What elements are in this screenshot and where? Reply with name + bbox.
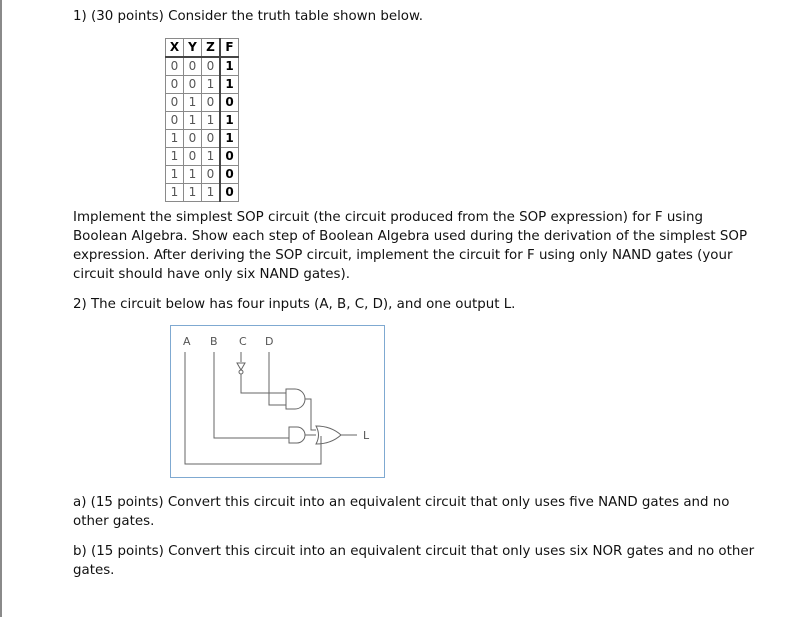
cell-f: 1 [220, 57, 239, 76]
cell-z: 1 [202, 112, 221, 130]
wire-d [269, 352, 286, 405]
cell-y: 1 [184, 94, 202, 112]
cell-x: 0 [166, 76, 184, 94]
cell-x: 1 [166, 166, 184, 184]
truth-table-header-row [166, 39, 239, 58]
cell-z: 1 [202, 148, 221, 166]
left-margin-rule [0, 0, 2, 617]
truth-table [165, 38, 239, 202]
input-label-d: D [265, 335, 274, 348]
truth-table-row [166, 148, 239, 166]
input-label-a: A [183, 335, 191, 348]
cell-y: 1 [184, 112, 202, 130]
input-label-c: C [239, 335, 247, 348]
cell-f: 1 [220, 76, 239, 94]
wire-gate1-out [305, 399, 316, 430]
truth-table-row [166, 76, 239, 94]
and-gate-1-icon [286, 389, 305, 409]
truth-table-row [166, 166, 239, 184]
cell-f: 0 [220, 148, 239, 166]
truth-table-row [166, 57, 239, 76]
cell-x: 0 [166, 94, 184, 112]
cell-x: 1 [166, 184, 184, 202]
cell-f: 0 [220, 166, 239, 184]
header-z: Z [202, 39, 221, 58]
cell-f: 0 [220, 94, 239, 112]
and-gate-2-icon [289, 427, 305, 443]
header-f: F [220, 39, 239, 58]
wire-a [185, 352, 321, 464]
cell-f: 1 [220, 130, 239, 148]
input-label-b: B [210, 335, 218, 348]
header-y: Y [184, 39, 202, 58]
cell-x: 0 [166, 57, 184, 76]
cell-z: 1 [202, 184, 221, 202]
cell-y: 0 [184, 76, 202, 94]
header-x: X [166, 39, 184, 58]
truth-table-row [166, 130, 239, 148]
cell-x: 0 [166, 112, 184, 130]
cell-z: 0 [202, 57, 221, 76]
cell-x: 1 [166, 130, 184, 148]
cell-z: 1 [202, 76, 221, 94]
wire-c-inverted [241, 374, 286, 393]
circuit-wires [185, 352, 357, 464]
cell-y: 0 [184, 130, 202, 148]
question-2b: b) (15 points) Convert this circuit into an equivalent circuit that only uses six NOR gates and no other gates. [73, 544, 755, 578]
wire-b [214, 352, 289, 438]
cell-y: 1 [184, 184, 202, 202]
inverter-icon [237, 363, 245, 370]
circuit-sketch [171, 326, 386, 479]
question-2-heading: 2) The circuit below has four inputs (A, B, C, D), and one output L. [73, 297, 516, 312]
circuit-diagram [170, 325, 385, 478]
cell-f: 0 [220, 184, 239, 202]
output-label-l: L [363, 429, 370, 442]
question-1-instructions: Implement the simplest SOP circuit (the circuit produced from the SOP expression) for F using Boolean Algebra. Show each step of Boolean Algebra used during the derivation of the simplest SOP expression. After deriving the SOP circuit, implement the circuit for F using only NAND gates (your circuit should have only six NAND gates). [73, 210, 748, 282]
cell-f: 1 [220, 112, 239, 130]
cell-z: 0 [202, 130, 221, 148]
truth-table-row [166, 112, 239, 130]
truth-table-row [166, 94, 239, 112]
question-1-heading: 1) (30 points) Consider the truth table shown below. [73, 9, 423, 24]
cell-z: 0 [202, 166, 221, 184]
cell-z: 0 [202, 94, 221, 112]
cell-x: 1 [166, 148, 184, 166]
cell-y: 0 [184, 57, 202, 76]
cell-y: 1 [184, 166, 202, 184]
or-gate-icon [316, 426, 341, 444]
question-2a: a) (15 points) Convert this circuit into an equivalent circuit that only uses five NAND gates and no other gates. [73, 495, 730, 529]
cell-y: 0 [184, 148, 202, 166]
truth-table-row [166, 184, 239, 202]
